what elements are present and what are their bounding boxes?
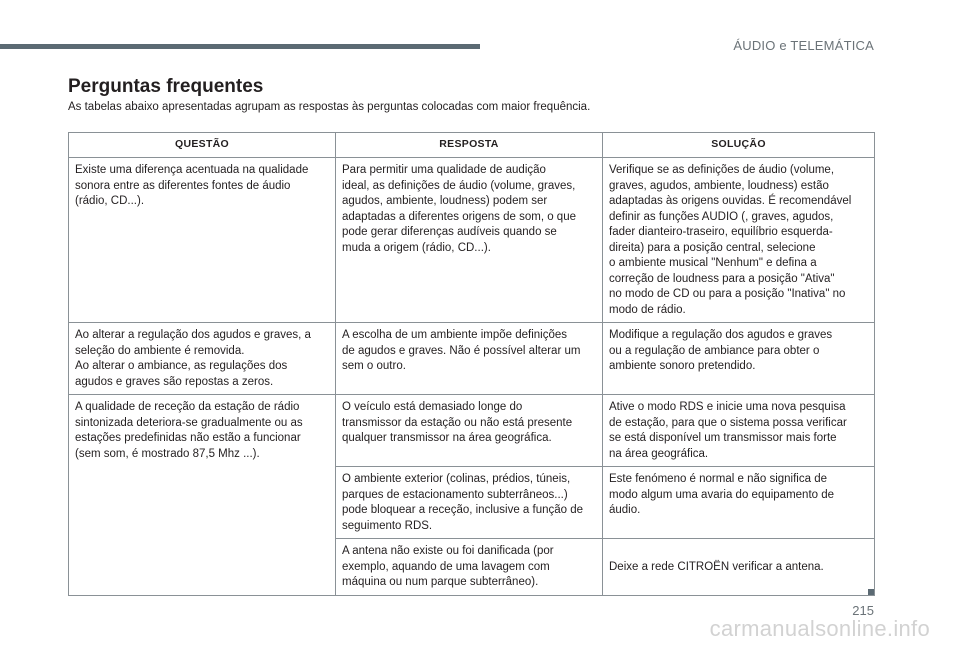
page-title: Perguntas frequentes (68, 76, 264, 97)
solution-cell (603, 467, 875, 539)
column-header-answer: RESPOSTA (336, 133, 603, 158)
solution-text: Deixe a rede CITROËN verificar a antena. (609, 560, 824, 573)
solution-cell (603, 158, 875, 323)
solution-text: Este fenómeno é normal e não significa de modo algum uma avaria do equipamento de áudio. (609, 473, 835, 516)
header-rule (0, 44, 480, 49)
watermark: carmanualsonline.info (709, 616, 930, 641)
solution-text: Ative o modo RDS e inicie uma nova pesquisa de estação, para que o sistema possa verificar se está disponível um transmissor mais forte na área geográfica. (609, 401, 847, 460)
solution-text: Verifique se as definições de áudio (volume, graves, agudos, ambiente, loudness) estão adaptadas às origens ouvidas. É recomendável definir as funções AUDIO (, graves, agudos, fader dianteiro-traseiro, equilíbrio esquerda- direita) para a posição central, selecione o ambiente musical "Nenhum" e defina a correção de loudness para a posição "Ativa" no modo de CD ou para a posição "Inativa" no modo de rádio. (609, 164, 852, 316)
table-header-row (69, 133, 875, 158)
table-row (69, 323, 875, 395)
question-cell (69, 395, 336, 596)
answer-cell (336, 158, 603, 323)
answer-text: A antena não existe ou foi danificada (por exemplo, aquando de uma lavagem com máquina ou num parque subterrâneo). (342, 545, 554, 588)
question-text: Ao alterar a regulação dos agudos e graves, a seleção do ambiente é removida. Ao alterar o ambiance, as regulações dos agudos e graves são repostas a zeros. (75, 329, 311, 388)
solution-cell (603, 323, 875, 395)
solution-cell (603, 539, 875, 596)
answer-text: O veículo está demasiado longe do transmissor da estação ou não está presente qualquer transmissor na área geográfica. (342, 401, 573, 444)
column-header-solution: SOLUÇÃO (603, 133, 875, 158)
page-marker (868, 589, 874, 595)
question-cell (69, 323, 336, 395)
answer-cell (336, 323, 603, 395)
answer-cell (336, 395, 603, 467)
question-text: A qualidade de receção da estação de rádio sintonizada deteriora-se gradualmente ou as estações predefinidas não estão a funcionar (sem som, é mostrado 87,5 Mhz ...). (75, 401, 303, 460)
solution-text: Modifique a regulação dos agudos e graves ou a regulação de ambiance para obter o ambiente sonoro pretendido. (609, 329, 833, 372)
answer-cell (336, 467, 603, 539)
question-cell (69, 158, 336, 323)
column-header-question: QUESTÃO (69, 133, 336, 158)
answer-cell (336, 539, 603, 596)
table-row (69, 395, 875, 467)
question-text: Existe uma diferença acentuada na qualidade sonora entre as diferentes fontes de áudio (rádio, CD...). (75, 164, 309, 207)
faq-table (68, 132, 875, 596)
answer-text: A escolha de um ambiente impõe definições de agudos e graves. Não é possível alterar um sem o outro. (342, 329, 581, 372)
answer-text: O ambiente exterior (colinas, prédios, túneis, parques de estacionamento subterrâneos...) pode bloquear a receção, inclusive a função de seguimento RDS. (342, 473, 584, 532)
section-header: ÁUDIO e TELEMÁTICA (733, 38, 874, 53)
table-row (69, 158, 875, 323)
solution-cell (603, 395, 875, 467)
answer-text: Para permitir uma qualidade de audição ideal, as definições de áudio (volume, graves, agudos, ambiente, loudness) podem ser adaptadas a diferentes origens de som, o que pode gerar diferenças audíveis quando se muda a origem (rádio, CD...). (342, 164, 576, 254)
intro-text: As tabelas abaixo apresentadas agrupam as respostas às perguntas colocadas com maior frequência. (68, 101, 591, 113)
page-number: 215 (852, 603, 874, 618)
